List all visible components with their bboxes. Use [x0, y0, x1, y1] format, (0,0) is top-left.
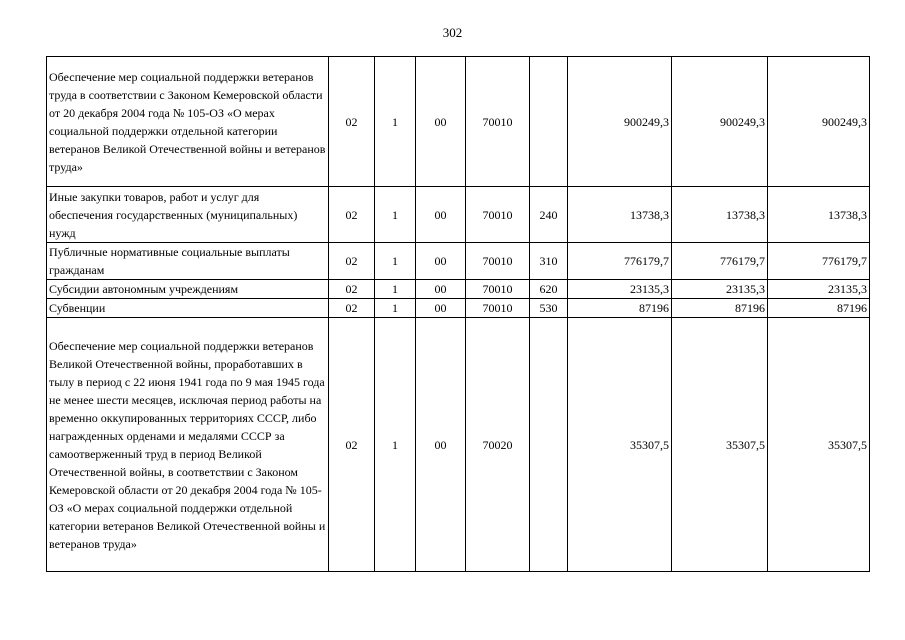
- code-program: 1: [375, 318, 416, 572]
- code-expense-type: 530: [530, 299, 568, 318]
- value-year-3: 23135,3: [768, 280, 870, 299]
- value-year-3: 776179,7: [768, 243, 870, 280]
- value-year-1: 900249,3: [568, 57, 672, 187]
- value-year-2: 776179,7: [672, 243, 768, 280]
- code-expense-type: 240: [530, 187, 568, 243]
- code-expense-type: 310: [530, 243, 568, 280]
- code-subprogram: 00: [416, 280, 466, 299]
- row-name: Обеспечение мер социальной поддержки ветеранов Великой Отечественной войны, проработавших в тылу в период с 22 июня 1941 года по 9 мая 1945 года не менее шести месяцев, исключая период работы на временно оккупированных территориях СССР, либо награжденных орденами и медалями СССР за самоотверженный труд в период Великой Отечественной войны, в соответствии с Законом Кемеровской области от 20 декабря 2004 года № 105-ОЗ «О мерах социальной поддержки отдельной категории ветеранов Великой Отечественной войны и ветеранов труда»: [47, 318, 329, 572]
- page-number: 302: [442, 25, 463, 40]
- table-row: [47, 243, 870, 280]
- value-year-1: 35307,5: [568, 318, 672, 572]
- code-expense-type: [530, 318, 568, 572]
- code-section: 02: [329, 280, 375, 299]
- row-name: Публичные нормативные социальные выплаты гражданам: [47, 243, 329, 280]
- table-row: [47, 280, 870, 299]
- value-year-1: 87196: [568, 299, 672, 318]
- code-program: 1: [375, 280, 416, 299]
- code-program: 1: [375, 187, 416, 243]
- code-subprogram: 00: [416, 187, 466, 243]
- code-program: 1: [375, 57, 416, 187]
- value-year-3: 35307,5: [768, 318, 870, 572]
- value-year-2: 23135,3: [672, 280, 768, 299]
- value-year-1: 776179,7: [568, 243, 672, 280]
- code-direction: 70010: [466, 243, 530, 280]
- value-year-3: 900249,3: [768, 57, 870, 187]
- value-year-2: 35307,5: [672, 318, 768, 572]
- code-section: 02: [329, 299, 375, 318]
- code-section: 02: [329, 318, 375, 572]
- code-direction: 70010: [466, 57, 530, 187]
- code-subprogram: 00: [416, 243, 466, 280]
- row-name: Субсидии автономным учреждениям: [47, 280, 329, 299]
- code-expense-type: [530, 57, 568, 187]
- code-direction: 70020: [466, 318, 530, 572]
- table-row: [47, 187, 870, 243]
- code-subprogram: 00: [416, 318, 466, 572]
- code-direction: 70010: [466, 187, 530, 243]
- table-row: [47, 57, 870, 187]
- row-name: Субвенции: [47, 299, 329, 318]
- value-year-2: 87196: [672, 299, 768, 318]
- code-subprogram: 00: [416, 57, 466, 187]
- table-row: [47, 299, 870, 318]
- table-row: [47, 318, 870, 572]
- value-year-2: 13738,3: [672, 187, 768, 243]
- code-direction: 70010: [466, 280, 530, 299]
- value-year-1: 13738,3: [568, 187, 672, 243]
- value-year-2: 900249,3: [672, 57, 768, 187]
- row-name: Иные закупки товаров, работ и услуг для обеспечения государственных (муниципальных) нужд: [47, 187, 329, 243]
- code-section: 02: [329, 187, 375, 243]
- code-program: 1: [375, 299, 416, 318]
- value-year-1: 23135,3: [568, 280, 672, 299]
- value-year-3: 13738,3: [768, 187, 870, 243]
- code-direction: 70010: [466, 299, 530, 318]
- code-program: 1: [375, 243, 416, 280]
- code-section: 02: [329, 57, 375, 187]
- value-year-3: 87196: [768, 299, 870, 318]
- row-name: Обеспечение мер социальной поддержки ветеранов труда в соответствии с Законом Кемеровской области от 20 декабря 2004 года № 105-ОЗ «О мерах социальной поддержки отдельной категории ветеранов Великой Отечественной войны и ветеранов труда»: [47, 57, 329, 187]
- code-expense-type: 620: [530, 280, 568, 299]
- budget-table: [46, 56, 870, 572]
- code-section: 02: [329, 243, 375, 280]
- code-subprogram: 00: [416, 299, 466, 318]
